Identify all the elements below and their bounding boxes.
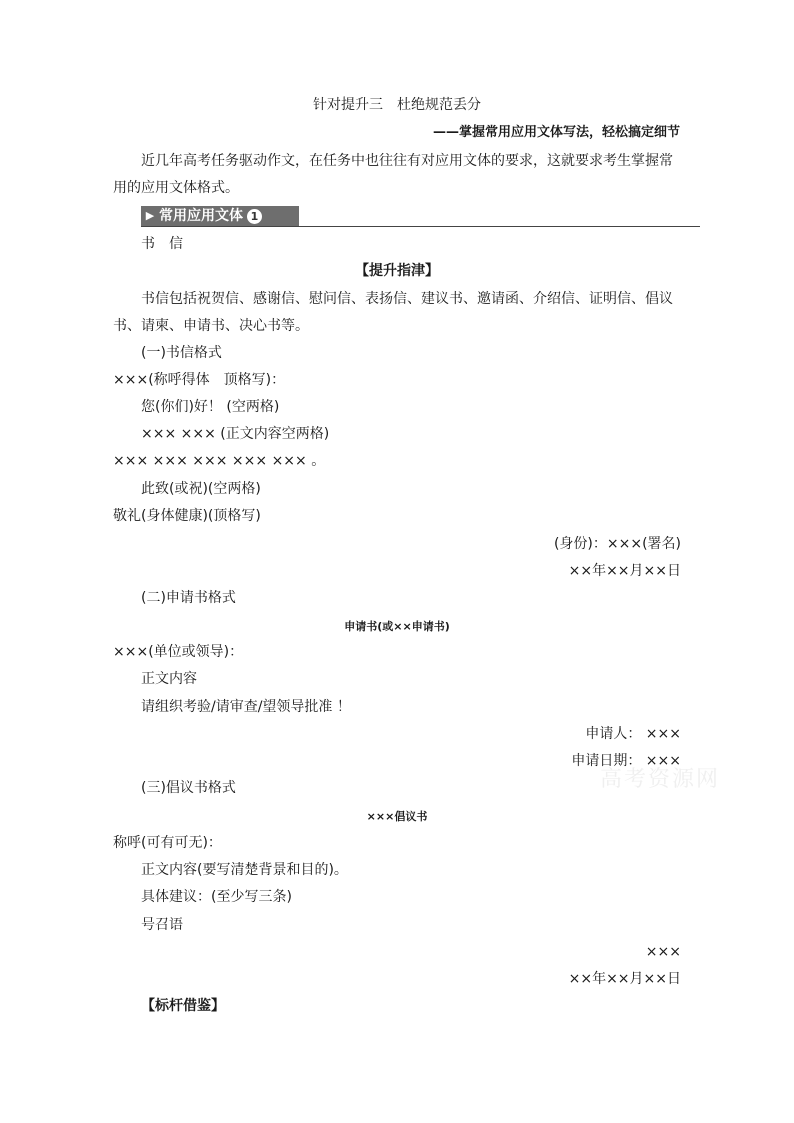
- section-banner: [141, 206, 299, 226]
- format-1-salutation: ×××(称呼得体 顶格写)：: [113, 372, 286, 388]
- guide-paragraph-2: 书、请柬、申请书、决心书等。: [113, 318, 309, 334]
- intro-line-2: 用的应用文体格式。: [113, 180, 239, 196]
- format-3-heading: (三)倡议书格式: [141, 780, 236, 796]
- format-3-call: 号召语: [141, 917, 183, 933]
- page-title: 针对提升三 杜绝规范丢分: [313, 97, 481, 113]
- banner-number: 1: [247, 209, 262, 224]
- page-subtitle: ——掌握常用应用文体写法，轻松搞定细节: [432, 125, 680, 140]
- format-1-greeting: 您(你们)好！ (空两格): [141, 399, 280, 415]
- section-divider: [141, 226, 700, 227]
- format-1-body-2: ××× ××× ××× ××× ××× 。: [113, 453, 326, 469]
- format-3-salutation: 称呼(可有可无)：: [113, 835, 222, 851]
- play-arrow-icon: ▶: [145, 209, 155, 222]
- format-2-title: 申请书(或××申请书): [344, 620, 450, 633]
- format-3-date: ××年××月××日: [568, 971, 681, 987]
- format-3-body: 正文内容(要写清楚背景和目的)。: [141, 862, 348, 878]
- guide-heading: 【提升指津】: [355, 263, 439, 279]
- format-1-signature: (身份)：×××(署名): [553, 536, 681, 552]
- format-2-request: 请组织考验/请审查/望领导批准 ！: [141, 699, 351, 715]
- format-2-date: 申请日期： ×××: [571, 753, 681, 769]
- format-1-body-1: ××× ××× (正文内容空两格): [141, 426, 330, 442]
- format-2-heading: (二)申请书格式: [141, 590, 236, 606]
- section-title: 书 信: [141, 236, 183, 252]
- format-1-date: ××年××月××日: [568, 563, 681, 579]
- format-2-body: 正文内容: [141, 671, 197, 687]
- format-1-closing: 此致(或祝)(空两格): [141, 481, 261, 497]
- format-1-regards: 敬礼(身体健康)(顶格写): [113, 508, 261, 524]
- intro-line-1: 近几年高考任务驱动作文，在任务中也往往有对应用文体的要求，这就要求考生掌握常: [141, 153, 673, 169]
- watermark: 高考资源网: [600, 767, 721, 792]
- format-3-title: ×××倡议书: [366, 810, 428, 823]
- benchmark-heading: 【标杆借鉴】: [141, 998, 225, 1014]
- format-3-suggestions: 具体建议：(至少写三条): [141, 889, 292, 905]
- banner-label: 常用应用文体: [159, 208, 243, 224]
- format-2-salutation: ×××(单位或领导)：: [113, 644, 244, 660]
- guide-paragraph-1: 书信包括祝贺信、感谢信、慰问信、表扬信、建议书、邀请函、介绍信、证明信、倡议: [141, 291, 673, 307]
- format-1-heading: (一)书信格式: [141, 345, 222, 361]
- format-3-signature: ×××: [645, 944, 681, 960]
- format-2-applicant: 申请人： ×××: [585, 726, 681, 742]
